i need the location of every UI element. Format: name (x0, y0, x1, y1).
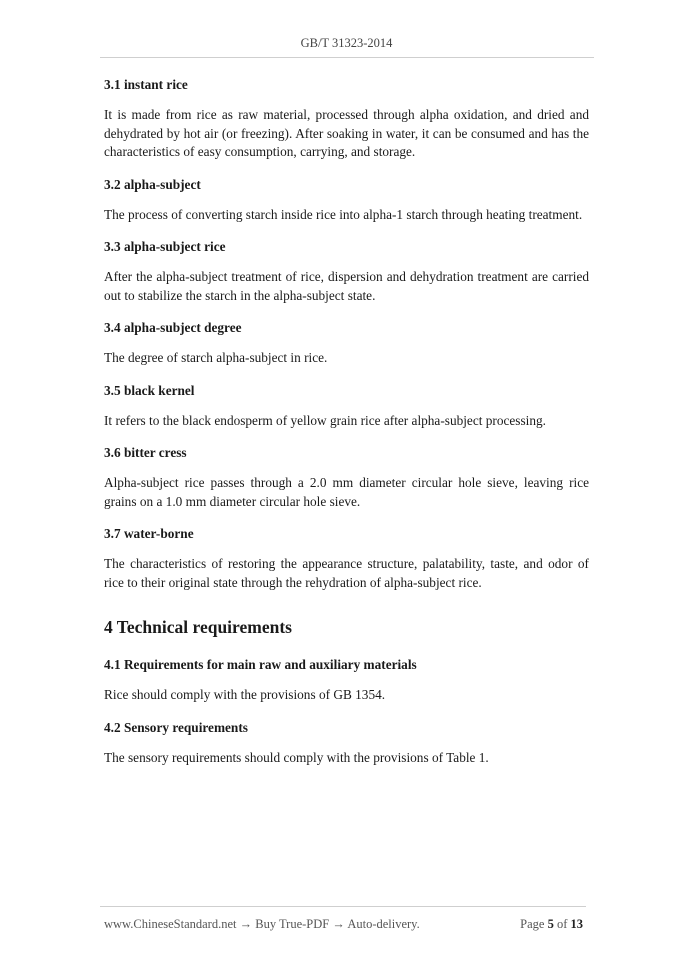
buy-pdf-link[interactable]: Buy True-PDF (255, 917, 330, 931)
paragraph-3-4: The degree of starch alpha-subject in rice. (104, 350, 328, 365)
page-of-label: of (556, 917, 568, 931)
paragraph-3-3: After the alpha-subject treatment of rice, dispersion and dehydration treatment are carried out to stabilize the starch in the alpha-subject state. (104, 269, 589, 303)
heading-3-4: 3.4 alpha-subject degree (104, 320, 242, 335)
arrow-right-icon: → (332, 917, 345, 931)
arrow-right-icon: → (239, 917, 253, 931)
paragraph-3-1: It is made from rice as raw material, processed through alpha oxidation, and dried and dehydrated by hot air (or freezing). After soaking in water, it can be consumed and has the characteristics of easy consumption, carrying, and storage. (104, 107, 589, 159)
page-label: Page (520, 917, 545, 931)
heading-3-7: 3.7 water-borne (104, 526, 194, 541)
paragraph-3-2: The process of converting starch inside rice into alpha-1 starch through heating treatment. (104, 206, 583, 222)
page-content (104, 76, 589, 767)
auto-delivery-text: Auto-delivery. (347, 917, 420, 931)
heading-3-5: 3.5 black kernel (104, 382, 195, 398)
current-page: 5 (547, 917, 554, 931)
heading-3-1: 3.1 instant rice (104, 77, 188, 92)
paragraph-4-2: The sensory requirements should comply with the provisions of Table 1. (104, 749, 489, 765)
footer-links (104, 917, 420, 932)
total-pages: 13 (570, 917, 583, 931)
paragraph-3-6: Alpha-subject rice passes through a 2.0 mm diameter circular hole sieve, leaving rice grains on a 1.0 mm diameter circular hole sieve. (104, 475, 589, 509)
footer-divider (100, 906, 586, 907)
paragraph-4-1: Rice should comply with the provisions of GB 1354. (104, 687, 386, 702)
page-number (520, 917, 583, 932)
site-link[interactable]: www.ChineseStandard.net (104, 917, 237, 931)
chapter-4-title: 4 Technical requirements (104, 617, 292, 637)
paragraph-3-5: It refers to the black endosperm of yellow grain rice after alpha-subject processing. (104, 412, 546, 428)
heading-4-2: 4.2 Sensory requirements (104, 719, 248, 735)
heading-3-2: 3.2 alpha-subject (104, 176, 201, 192)
paragraph-3-7: The characteristics of restoring the appearance structure, palatability, taste, and odor of rice to their original state through the rehydration of alpha-subject rice. (104, 556, 589, 590)
header-divider (100, 57, 594, 58)
page-header (0, 36, 693, 51)
heading-3-6: 3.6 bitter cress (104, 445, 187, 460)
heading-3-3: 3.3 alpha-subject rice (104, 239, 226, 254)
document-code: GB/T 31323-2014 (300, 36, 393, 50)
heading-4-1: 4.1 Requirements for main raw and auxiliary materials (104, 657, 417, 672)
